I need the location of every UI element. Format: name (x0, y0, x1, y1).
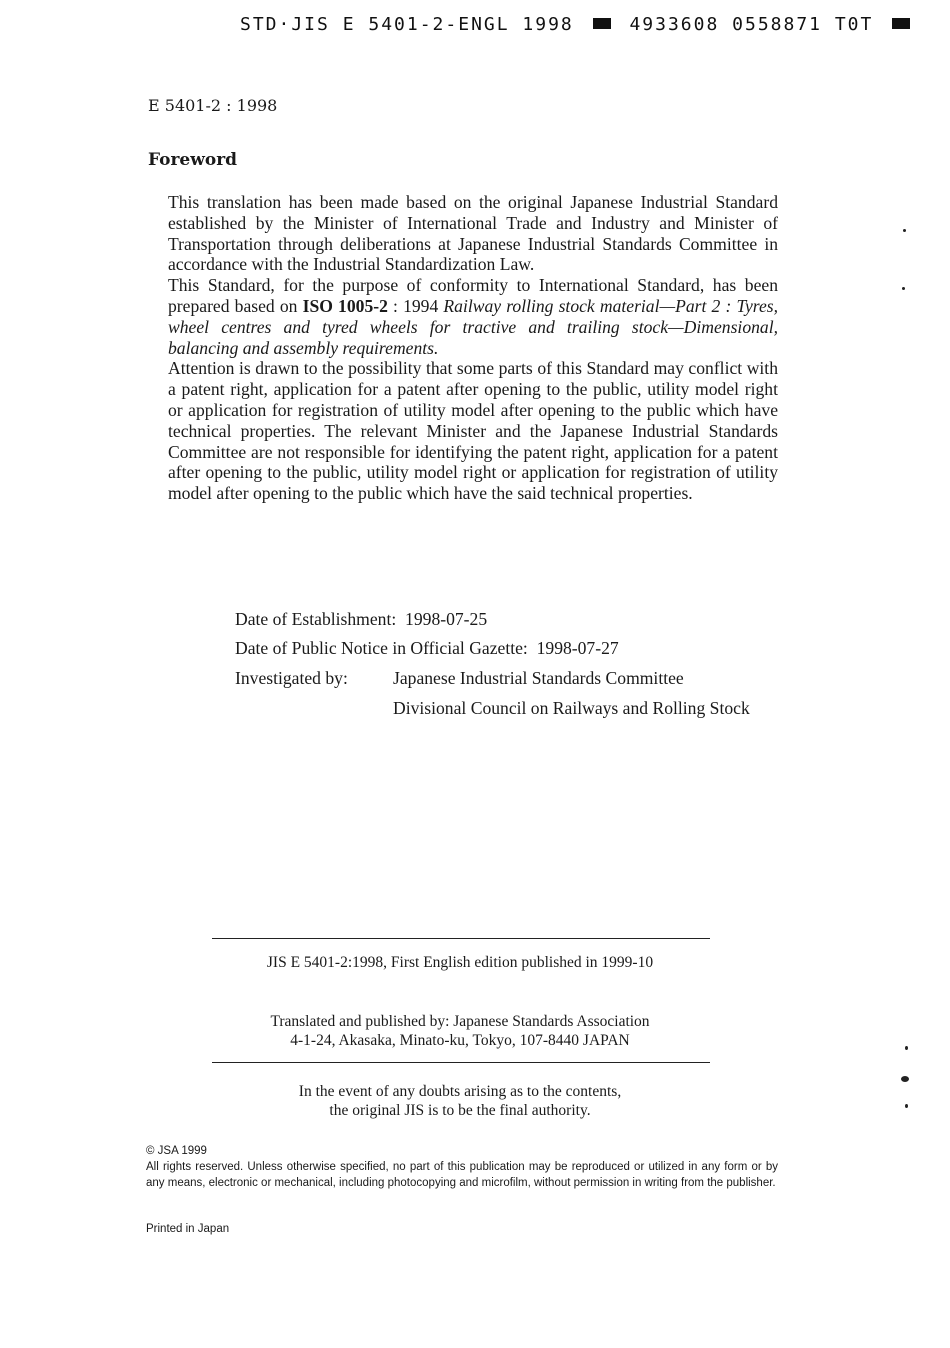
copyright-rights: All rights reserved. Unless otherwise specified, no part of this publication may be reproduced or utilized in any form or by any means, electronic or mechanical, including photocopying and microfilm, without permission in writing from the publisher. (146, 1161, 778, 1189)
investigated-by-line2: Divisional Council on Railways and Rolling Stock (393, 698, 750, 718)
investigated-by-label: Investigated by: (235, 668, 348, 688)
foreword-body (168, 192, 778, 504)
iso-reference: ISO 1005-2 (302, 295, 388, 316)
copyright-symbol: © JSA 1999 (146, 1145, 207, 1157)
scan-speck (905, 1104, 908, 1108)
para2-prefix: This Standard, for the purpose of conformity to International Standard, has been prepared based on (168, 275, 778, 316)
establishment-date (235, 609, 487, 630)
foreword-heading: Foreword (148, 150, 238, 170)
header-code-part1: STD·JIS E 5401-2-ENGL 1998 (240, 14, 574, 35)
gazette-value: 1998-07-27 (536, 638, 619, 658)
printed-in: Printed in Japan (146, 1223, 230, 1235)
header-code-part2: 4933608 0558871 T0T (629, 14, 874, 35)
scan-speck (901, 1076, 909, 1082)
foreword-paragraph-2 (168, 275, 778, 358)
foreword-paragraph-3: Attention is drawn to the possibility that some parts of this Standard may conflict with a patent right, application for a patent after opening to the public, utility model right or application for registration of utility model after opening to the public which have technical properties. The relevant Minister and the Japanese Industrial Standards Committee are not responsible for identifying the patent right, application for a patent after opening to the public, utility model right or application for registration of utility model after opening to the public which have the said technical properties. (168, 358, 778, 504)
authority-line-2: the original JIS is to be the final authority. (329, 1102, 591, 1119)
divider-bottom (212, 1062, 710, 1063)
standard-number: E 5401-2 : 1998 (148, 96, 278, 115)
iso-year: : 1994 (393, 295, 439, 316)
divider-top (212, 938, 710, 939)
publisher-line-1: Translated and published by: Japanese Standards Association (270, 1013, 650, 1030)
investigated-by-line1: Japanese Industrial Standards Committee (393, 668, 684, 688)
foreword-paragraph-1: This translation has been made based on the original Japanese Industrial Standard established by the Minister of International Trade and Industry and Minister of Transportation through deliberations at Japanese Industrial Standards Committee in accordance with the Industrial Standardization Law. (168, 192, 778, 275)
gazette-date (235, 638, 619, 659)
scan-speck (905, 1046, 908, 1050)
establishment-value: 1998-07-25 (405, 609, 488, 629)
edition-note: JIS E 5401-2:1998, First English edition published in 1999-10 (266, 954, 654, 971)
gazette-label: Date of Public Notice in Official Gazette: (235, 638, 528, 658)
redaction-block (593, 18, 611, 29)
redaction-block (892, 18, 910, 29)
publisher-line-2: 4-1-24, Akasaka, Minato-ku, Tokyo, 107-8440 JAPAN (290, 1032, 630, 1049)
authority-line-1: In the event of any doubts arising as to the contents, (298, 1083, 622, 1100)
establishment-label: Date of Establishment: (235, 609, 397, 629)
iso-title: Railway rolling stock material—Part 2 : Tyres, wheel centres and tyred wheels for tractive and trailing stock—Dimensional, balancing and assembly requirements. (168, 295, 779, 358)
scan-speck (903, 229, 906, 232)
document-header-code (240, 14, 916, 35)
scan-speck (902, 287, 905, 290)
